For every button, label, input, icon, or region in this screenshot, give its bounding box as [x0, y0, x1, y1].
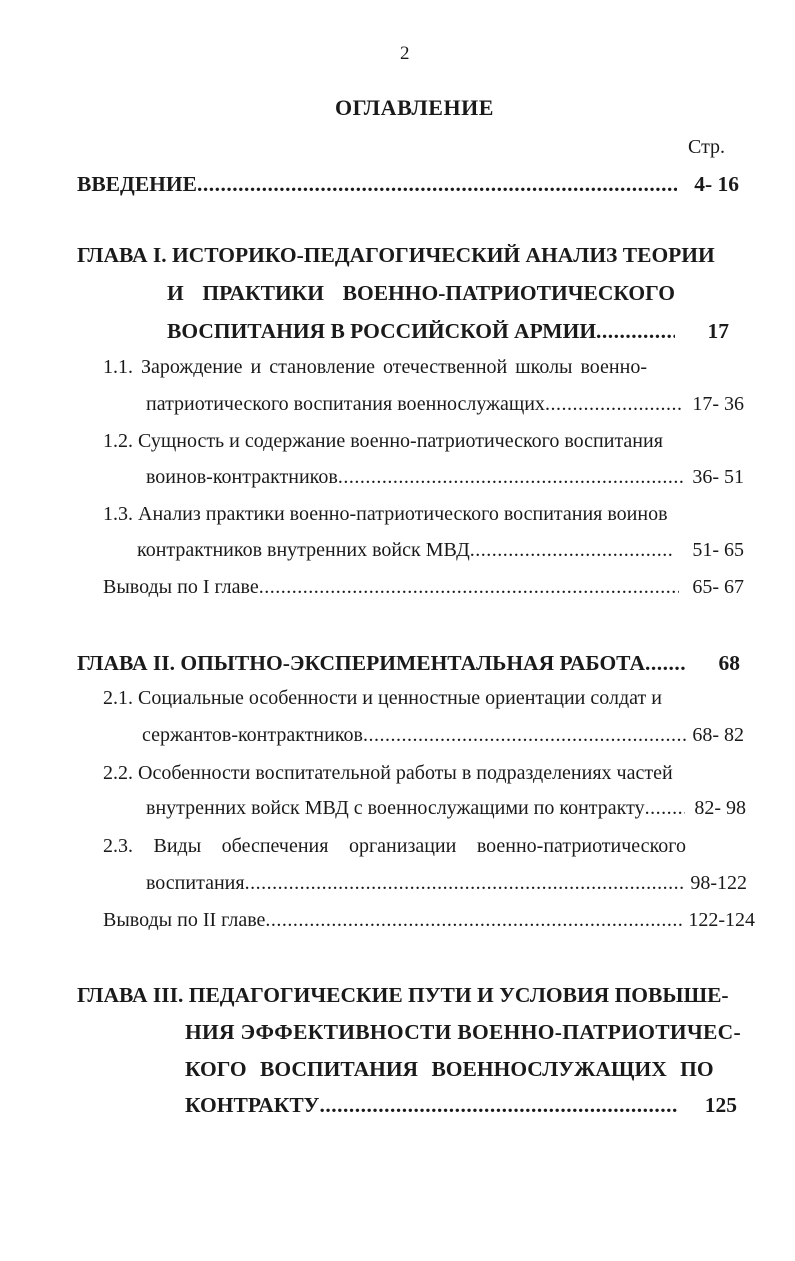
section-2-2-pages: 82- 98 — [694, 797, 746, 819]
chapter-1-title-line1[interactable]: ГЛАВА I. ИСТОРИКО-ПЕДАГОГИЧЕСКИЙ АНАЛИЗ ТЕОРИИ — [77, 243, 715, 267]
word: обеспечения — [221, 835, 329, 857]
section-1-3-line1[interactable]: 1.3. Анализ практики военно-патриотического воспитания воинов — [103, 503, 668, 525]
section-2-1-line2[interactable] — [142, 725, 687, 745]
toc-entry-title: воспитания — [146, 872, 245, 894]
leader-dots — [259, 577, 679, 597]
word: И — [167, 281, 184, 305]
toc-entry-title: воинов-контрактников — [146, 466, 338, 488]
chapter-1-title-line3[interactable] — [167, 321, 675, 343]
page-number: 2 — [400, 43, 410, 64]
toc-entry-title: КОНТРАКТУ — [185, 1093, 320, 1117]
leader-dots — [265, 910, 684, 930]
toc-entry-intro[interactable] — [77, 174, 677, 196]
leader-dots — [596, 321, 675, 343]
leader-dots — [470, 540, 673, 560]
chapter-3-title-line2[interactable]: НИЯ ЭФФЕКТИВНОСТИ ВОЕННО-ПАТРИОТИЧЕС- — [185, 1020, 741, 1044]
section-2-2-line1[interactable]: 2.2. Особенности воспитательной работы в подразделениях частей — [103, 762, 673, 784]
chapter-3-title-line1[interactable]: ГЛАВА III. ПЕДАГОГИЧЕСКИЕ ПУТИ И УСЛОВИЯ ПОВЫШЕ- — [77, 983, 729, 1007]
word: организации — [348, 835, 457, 857]
word: 2.3. — [103, 835, 133, 857]
section-1-3-line2[interactable] — [137, 540, 673, 560]
word: ПРАКТИКИ — [202, 281, 324, 305]
conclusions-chapter-1-pages: 65- 67 — [692, 576, 744, 598]
word: Виды — [153, 835, 202, 857]
chapter-3-title-line4[interactable] — [185, 1095, 678, 1117]
word: ВОЕННО-ПАТРИОТИЧЕСКОГО — [342, 281, 675, 305]
page-title: ОГЛАВЛЕНИЕ — [335, 95, 494, 120]
conclusions-chapter-2[interactable] — [103, 910, 684, 930]
conclusions-chapter-2-pages: 122-124 — [688, 909, 755, 931]
leader-dots — [645, 653, 687, 675]
chapter-1-title-line2[interactable] — [167, 283, 675, 305]
chapter-3-pages: 125 — [704, 1093, 737, 1117]
chapter-3-title-line3[interactable]: КОГО ВОСПИТАНИЯ ВОЕННОСЛУЖАЩИХ ПО — [185, 1057, 714, 1081]
toc-entry-title: патриотического воспитания военнослужащих — [146, 393, 545, 415]
toc-entry-title: внутренних войск МВД с военнослужащими по контракту — [146, 797, 645, 819]
chapter-2-title[interactable] — [77, 653, 687, 675]
toc-entry-title: ВОСПИТАНИЯ В РОССИЙСКОЙ АРМИИ — [167, 319, 597, 343]
chapter-1-pages: 17 — [707, 319, 729, 343]
section-2-1-line1[interactable]: 2.1. Социальные особенности и ценностные ориентации солдат и — [103, 687, 662, 709]
toc-entry-title: ГЛАВА II. ОПЫТНО-ЭКСПЕРИМЕНТАЛЬНАЯ РАБОТА — [77, 651, 645, 675]
section-1-1-line1[interactable]: 1.1. Зарождение и становление отечественной школы военно- — [103, 356, 647, 378]
leader-dots — [319, 1095, 678, 1117]
conclusions-chapter-1[interactable] — [103, 577, 679, 597]
section-2-2-line2[interactable] — [146, 798, 685, 818]
leader-dots — [645, 798, 685, 818]
section-2-3-pages: 98-122 — [690, 872, 747, 894]
section-2-3-line1[interactable] — [103, 836, 686, 856]
leader-dots — [338, 467, 683, 487]
chapter-2-pages: 68 — [718, 651, 740, 675]
toc-entry-pages: 4- 16 — [694, 172, 739, 196]
section-1-2-line2[interactable] — [146, 467, 683, 487]
toc-entry-title: ВВЕДЕНИЕ — [77, 172, 197, 196]
pages-column-label: Стр. — [688, 136, 726, 158]
leader-dots — [545, 394, 683, 414]
section-2-1-pages: 68- 82 — [692, 724, 744, 746]
toc-entry-title: Выводы по II главе — [103, 909, 266, 931]
section-1-1-pages: 17- 36 — [692, 393, 744, 415]
section-1-1-line2[interactable] — [146, 394, 683, 414]
section-1-2-line1[interactable]: 1.2. Сущность и содержание военно-патриотического воспитания — [103, 430, 663, 452]
leader-dots — [197, 174, 677, 196]
leader-dots — [245, 873, 685, 893]
leader-dots — [363, 725, 687, 745]
toc-entry-title: контрактников внутренних войск МВД — [137, 539, 470, 561]
toc-entry-title: сержантов-контрактников — [142, 724, 363, 746]
toc-entry-title: Выводы по I главе — [103, 576, 259, 598]
section-2-3-line2[interactable] — [146, 873, 685, 893]
word: военно-патриотического — [476, 835, 686, 857]
section-1-3-pages: 51- 65 — [692, 539, 744, 561]
section-1-2-pages: 36- 51 — [692, 466, 744, 488]
